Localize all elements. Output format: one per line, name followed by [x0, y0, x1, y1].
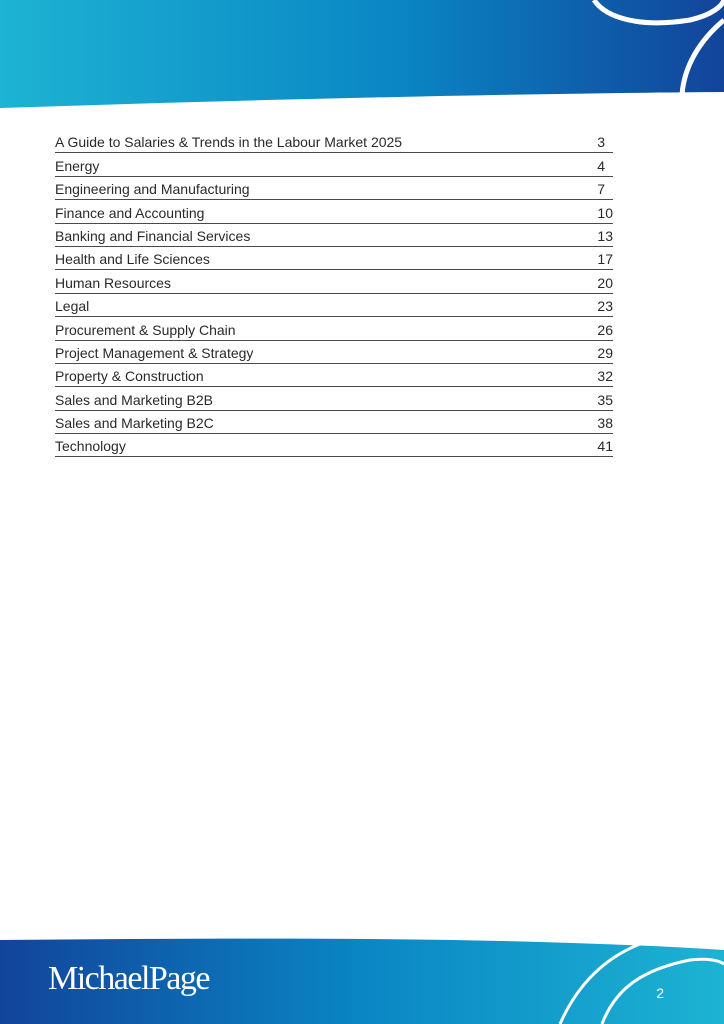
toc-row[interactable] — [55, 387, 613, 410]
toc-page-number: 41 — [597, 438, 613, 455]
michael-page-logo: MichaelPage — [48, 960, 209, 997]
toc-row[interactable] — [55, 411, 613, 434]
toc-page-number: 26 — [597, 321, 613, 338]
toc-title: Project Management & Strategy — [55, 344, 254, 361]
toc-page-number: 35 — [597, 391, 613, 408]
header-band — [0, 0, 724, 112]
toc-page-number: 13 — [597, 227, 613, 244]
toc-title: Sales and Marketing B2C — [55, 415, 214, 432]
toc-page-number: 38 — [597, 415, 613, 432]
toc-title: Human Resources — [55, 274, 171, 291]
toc-page-number: 10 — [597, 204, 613, 221]
toc-row[interactable] — [55, 317, 613, 340]
toc-page-number: 23 — [597, 298, 613, 315]
toc-title: Procurement & Supply Chain — [55, 321, 236, 338]
toc-title: Engineering and Manufacturing — [55, 181, 250, 198]
toc-row[interactable] — [55, 364, 613, 387]
toc-page-number: 3 — [597, 134, 605, 151]
toc-title: Technology — [55, 438, 126, 455]
toc-row[interactable] — [55, 294, 613, 317]
toc-row[interactable] — [55, 200, 613, 223]
toc-page-number: 32 — [597, 368, 613, 385]
toc-row[interactable] — [55, 247, 613, 270]
toc-page-number: 7 — [597, 181, 605, 198]
toc-row[interactable] — [55, 130, 613, 153]
table-of-contents — [55, 130, 613, 457]
toc-title: Finance and Accounting — [55, 204, 205, 221]
toc-title: Banking and Financial Services — [55, 227, 251, 244]
toc-title: Legal — [55, 298, 90, 315]
toc-row[interactable] — [55, 177, 613, 200]
toc-title: Sales and Marketing B2B — [55, 391, 213, 408]
toc-title: Energy — [55, 157, 100, 174]
toc-row[interactable] — [55, 224, 613, 247]
toc-row[interactable] — [55, 270, 613, 293]
toc-row[interactable] — [55, 153, 613, 176]
toc-title: Property & Construction — [55, 368, 204, 385]
toc-title: Health and Life Sciences — [55, 251, 210, 268]
toc-page-number: 17 — [597, 251, 613, 268]
toc-row[interactable] — [55, 434, 613, 457]
page-number: 2 — [656, 985, 664, 1001]
toc-title: A Guide to Salaries & Trends in the Labour Market 2025 — [55, 134, 403, 151]
toc-page-number: 4 — [597, 157, 605, 174]
toc-page-number: 20 — [597, 274, 613, 291]
toc-page-number: 29 — [597, 344, 613, 361]
toc-row[interactable] — [55, 341, 613, 364]
